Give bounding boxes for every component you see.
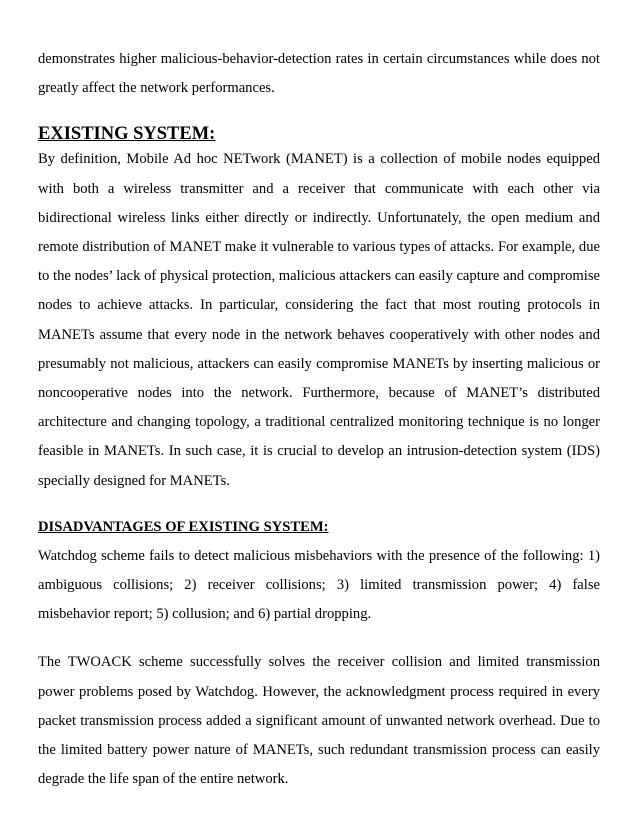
disadvantages-paragraph-twoack: The TWOACK scheme successfully solves the receiver collision and limited transmission power problems posed by Watchdog. However, the acknowledgment process required in every packet transmission process added a significant amount of unwanted network overhead. Due to the limited battery power nature of MANETs, such redundant transmission process can easily degrade the life span of the entire network.: [38, 654, 600, 788]
disadvantages-heading: DISADVANTAGES OF EXISTING SYSTEM:: [38, 518, 329, 535]
existing-system-paragraph: By definition, Mobile Ad hoc NETwork (MANET) is a collection of mobile nodes equipped with both a wireless transmitter and a receiver that communicate with each other via bidirectional wireless links either directly or indirectly. Unfortunately, the open medium and remote distribution of MANET make it vulnerable to various types of attacks. For example, due to the nodes’ lack of physical protection, malicious attackers can easily capture and compromise nodes to achieve attacks. In particular, considering the fact that most routing protocols in MANETs assume that every node in the network behaves cooperatively with other nodes and presumably not malicious, attackers can easily compromise MANETs by inserting malicious or noncooperative nodes into the network. Furthermore, because of MANET’s distributed architecture and changing topology, a traditional centralized monitoring technique is no longer feasible in MANETs. In such case, it is crucial to develop an intrusion-detection system (IDS) specially designed for MANETs.: [38, 151, 600, 489]
disadvantages-paragraph-watchdog: Watchdog scheme fails to detect malicious misbehaviors with the presence of the following: 1) ambiguous collisions; 2) receiver collisions; 3) limited transmission power; 4) false misbehavior report; 5) collusion; and 6) partial dropping.: [38, 547, 600, 623]
existing-system-heading: EXISTING SYSTEM:: [38, 124, 216, 145]
document-page: [38, 45, 600, 794]
intro-paragraph: demonstrates higher malicious-behavior-detection rates in certain circumstances while does not greatly affect the network performances.: [38, 51, 600, 97]
